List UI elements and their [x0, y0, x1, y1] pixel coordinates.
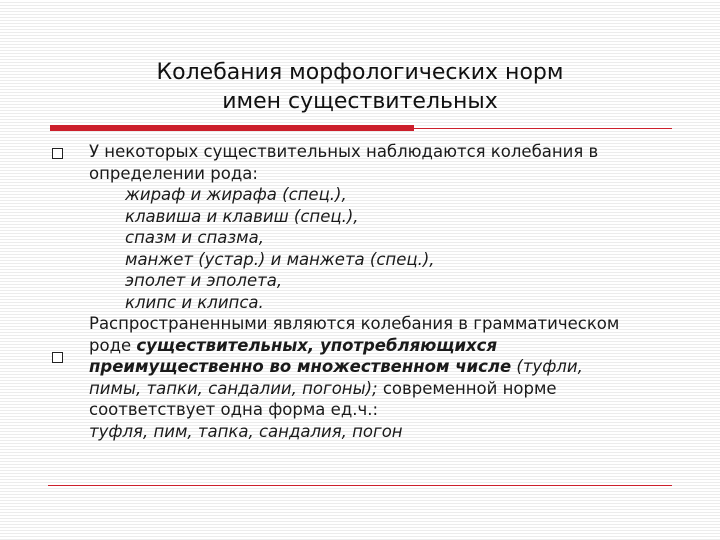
- bullet-2-line-4: [89, 378, 689, 400]
- title-underline-thick: [50, 125, 414, 131]
- plain-text: роде: [89, 335, 137, 355]
- example-item: жираф и жирафа (спец.),: [125, 185, 347, 204]
- example-item: эполет и эполета,: [125, 271, 283, 290]
- slide-body: [89, 141, 689, 442]
- bullet-2-line-5: соответствует одна форма ед.ч.:: [89, 400, 379, 419]
- italic-text: пимы, тапки, сандалии, погоны);: [89, 378, 378, 398]
- plain-text: современной норме: [377, 378, 557, 398]
- bullet-2-line-3: [89, 356, 689, 378]
- example-item: спазм и спазма,: [125, 228, 264, 247]
- example-item: клипс и клипса.: [125, 292, 264, 312]
- footer-rule: [48, 485, 672, 486]
- bullet-2-line-6: туфля, пим, тапка, сандалия, погон: [89, 421, 403, 441]
- square-bullet-icon: [52, 352, 63, 363]
- emphasis-text: существительных, употребляющихся: [136, 335, 498, 355]
- bullet-2-line-2: [89, 335, 689, 357]
- bullet-1-intro-line-2: определении рода:: [89, 163, 258, 183]
- title-line-1: Колебания морфологических норм: [156, 60, 564, 85]
- italic-text: (туфли,: [511, 357, 583, 376]
- bullet-2-line-1: Распространенными являются колебания в грамматическом: [89, 314, 620, 333]
- title-underline-thin: [414, 128, 672, 129]
- example-item: клавиша и клавиш (спец.),: [125, 206, 359, 226]
- example-item: манжет (устар.) и манжета (спец.),: [125, 249, 435, 269]
- square-bullet-icon: [52, 148, 63, 159]
- slide-title: [48, 58, 672, 116]
- emphasis-text: преимущественно во множественном числе: [89, 357, 512, 376]
- bullet-1-intro-line-1: У некоторых существительных наблюдаются колебания в: [89, 142, 599, 161]
- title-line-2: имен существительных: [222, 89, 498, 114]
